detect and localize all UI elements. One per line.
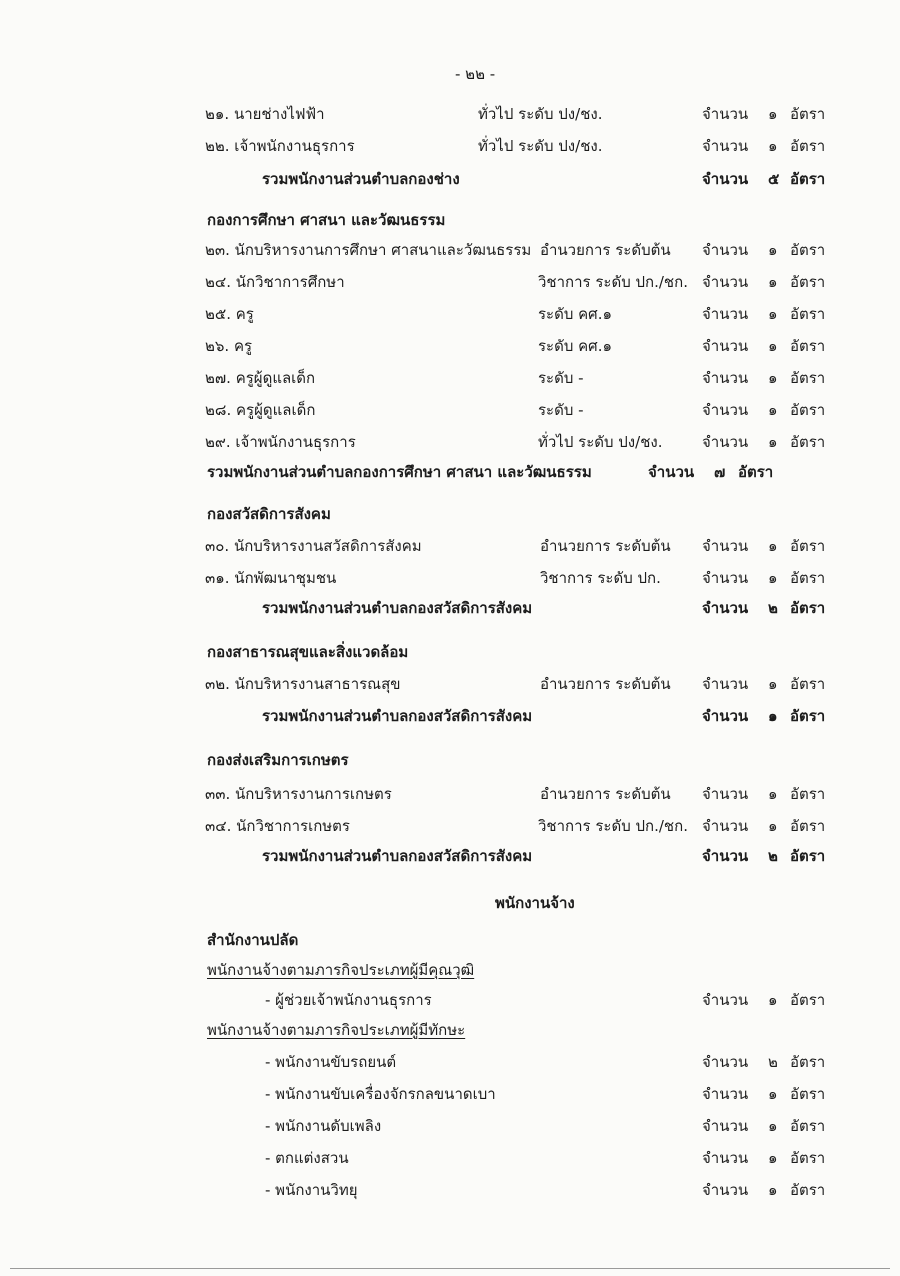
position-level: ระดับ -: [538, 401, 584, 419]
position-name: ๓๑. นักพัฒนาชุมชน: [205, 569, 337, 587]
count-label: จำนวน: [702, 991, 749, 1009]
total-count-value: ๑: [768, 707, 778, 725]
count-value: ๑: [768, 305, 778, 323]
count-label: จำนวน: [702, 273, 749, 291]
count-value: ๑: [768, 273, 778, 291]
total-label: รวมพนักงานส่วนตำบลกองสวัสดิการสังคม: [262, 707, 533, 725]
position-name: ๓๐. นักบริหารงานสวัสดิการสังคม: [205, 537, 422, 555]
position-level: วิชาการ ระดับ ปก.: [540, 569, 661, 587]
count-value: ๑: [768, 1085, 778, 1103]
count-label: จำนวน: [702, 105, 749, 123]
division-heading: กองส่งเสริมการเกษตร: [207, 751, 349, 769]
count-value: ๑: [768, 537, 778, 555]
division-heading: กองสวัสดิการสังคม: [207, 505, 331, 523]
total-count-value: ๕: [768, 170, 780, 188]
count-unit: อัตรา: [790, 1181, 826, 1199]
total-label: รวมพนักงานส่วนตำบลกองสวัสดิการสังคม: [262, 847, 533, 865]
count-unit: อัตรา: [790, 537, 826, 555]
employee-name: - พนักงานดับเพลิง: [265, 1117, 382, 1135]
count-unit: อัตรา: [790, 433, 826, 451]
count-value: ๑: [768, 1117, 778, 1135]
count-unit: อัตรา: [790, 241, 826, 259]
total-label: รวมพนักงานส่วนตำบลกองสวัสดิการสังคม: [262, 599, 533, 617]
category-heading: พนักงานจ้างตามภารกิจประเภทผู้มีทักษะ: [207, 1021, 466, 1039]
count-label: จำนวน: [702, 241, 749, 259]
position-level: อำนวยการ ระดับต้น: [540, 537, 671, 555]
position-name: ๒๘. ครูผู้ดูแลเด็ก: [205, 401, 316, 419]
total-count-label: จำนวน: [702, 707, 749, 725]
count-label: จำนวน: [702, 1053, 749, 1071]
position-name: ๒๖. ครู: [205, 337, 253, 355]
employee-name: - พนักงานขับรถยนต์: [265, 1053, 397, 1071]
employee-name: - พนักงานขับเครื่องจักรกลขนาดเบา: [265, 1085, 496, 1103]
page-number: - ๒๒ -: [455, 65, 496, 83]
count-label: จำนวน: [702, 1149, 749, 1167]
count-value: ๑: [768, 569, 778, 587]
position-name: ๒๗. ครูผู้ดูแลเด็ก: [205, 369, 316, 387]
position-name: ๓๔. นักวิชาการเกษตร: [205, 817, 350, 835]
total-count-unit: อัตรา: [738, 463, 774, 481]
position-level: ระดับ คศ.๑: [538, 337, 612, 355]
count-unit: อัตรา: [790, 1149, 826, 1167]
count-unit: อัตรา: [790, 305, 826, 323]
position-level: อำนวยการ ระดับต้น: [540, 241, 671, 259]
category-heading: พนักงานจ้างตามภารกิจประเภทผู้มีคุณวุฒิ: [207, 961, 475, 979]
count-value: ๑: [768, 137, 778, 155]
total-count-unit: อัตรา: [790, 707, 826, 725]
total-count-value: ๒: [768, 847, 778, 865]
position-name: ๒๕. ครู: [205, 305, 254, 323]
count-unit: อัตรา: [790, 1053, 826, 1071]
division-heading: กองการศึกษา ศาสนา และวัฒนธรรม: [207, 211, 446, 229]
count-label: จำนวน: [702, 817, 749, 835]
count-value: ๑: [768, 369, 778, 387]
count-label: จำนวน: [702, 1181, 749, 1199]
count-label: จำนวน: [702, 401, 749, 419]
position-level: อำนวยการ ระดับต้น: [540, 675, 671, 693]
count-label: จำนวน: [702, 785, 749, 803]
count-unit: อัตรา: [790, 785, 826, 803]
count-label: จำนวน: [702, 337, 749, 355]
count-label: จำนวน: [702, 537, 749, 555]
total-count-unit: อัตรา: [790, 170, 826, 188]
count-unit: อัตรา: [790, 337, 826, 355]
total-count-label: จำนวน: [648, 463, 695, 481]
count-label: จำนวน: [702, 1085, 749, 1103]
position-level: วิชาการ ระดับ ปก./ชก.: [538, 817, 688, 835]
count-value: ๑: [768, 337, 778, 355]
total-count-unit: อัตรา: [790, 599, 826, 617]
total-count-label: จำนวน: [702, 599, 749, 617]
page-bottom-rule: [10, 1268, 890, 1269]
total-count-label: จำนวน: [702, 170, 749, 188]
count-value: ๑: [768, 241, 778, 259]
position-name: ๓๓. นักบริหารงานการเกษตร: [205, 785, 392, 803]
count-unit: อัตรา: [790, 401, 826, 419]
count-unit: อัตรา: [790, 991, 826, 1009]
count-unit: อัตรา: [790, 569, 826, 587]
position-level: ระดับ คศ.๑: [538, 305, 612, 323]
count-label: จำนวน: [702, 369, 749, 387]
count-label: จำนวน: [702, 569, 749, 587]
count-value: ๒: [768, 1053, 778, 1071]
count-value: ๑: [768, 1149, 778, 1167]
position-name: ๓๒. นักบริหารงานสาธารณสุข: [205, 675, 401, 693]
position-name: ๒๔. นักวิชาการศึกษา: [205, 273, 345, 291]
count-label: จำนวน: [702, 137, 749, 155]
position-level: ทั่วไป ระดับ ปง/ชง.: [538, 433, 663, 451]
section-title: พนักงานจ้าง: [495, 894, 575, 912]
employee-name: - ตกแต่งสวน: [265, 1149, 349, 1167]
total-count-value: ๒: [768, 599, 778, 617]
total-count-label: จำนวน: [702, 847, 749, 865]
position-name: ๒๒. เจ้าพนักงานธุรการ: [205, 137, 355, 155]
position-level: ระดับ -: [538, 369, 584, 387]
position-level: ทั่วไป ระดับ ปง/ชง.: [478, 105, 603, 123]
division-heading: กองสาธารณสุขและสิ่งแวดล้อม: [207, 643, 409, 661]
position-level: วิชาการ ระดับ ปก./ชก.: [538, 273, 688, 291]
count-unit: อัตรา: [790, 369, 826, 387]
total-count-unit: อัตรา: [790, 847, 826, 865]
count-unit: อัตรา: [790, 273, 826, 291]
position-level: อำนวยการ ระดับต้น: [540, 785, 671, 803]
count-value: ๑: [768, 401, 778, 419]
count-value: ๑: [768, 675, 778, 693]
count-unit: อัตรา: [790, 137, 826, 155]
office-heading: สำนักงานปลัด: [207, 931, 299, 949]
count-value: ๑: [768, 785, 778, 803]
employee-name: - พนักงานวิทยุ: [265, 1181, 358, 1199]
position-name: ๒๙. เจ้าพนักงานธุรการ: [205, 433, 356, 451]
employee-name: - ผู้ช่วยเจ้าพนักงานธุรการ: [265, 991, 432, 1009]
count-value: ๑: [768, 817, 778, 835]
position-name: ๒๑. นายช่างไฟฟ้า: [205, 105, 325, 123]
count-unit: อัตรา: [790, 1117, 826, 1135]
total-count-value: ๗: [714, 463, 726, 481]
count-value: ๑: [768, 105, 778, 123]
total-label: รวมพนักงานส่วนตำบลกองช่าง: [262, 170, 460, 188]
count-unit: อัตรา: [790, 1085, 826, 1103]
count-value: ๑: [768, 1181, 778, 1199]
position-name: ๒๓. นักบริหารงานการศึกษา ศาสนาและวัฒนธรรม: [205, 241, 532, 259]
count-unit: อัตรา: [790, 105, 826, 123]
count-value: ๑: [768, 433, 778, 451]
count-unit: อัตรา: [790, 817, 826, 835]
count-label: จำนวน: [702, 675, 749, 693]
count-label: จำนวน: [702, 1117, 749, 1135]
count-value: ๑: [768, 991, 778, 1009]
total-label: รวมพนักงานส่วนตำบลกองการศึกษา ศาสนา และวัฒนธรรม: [207, 463, 592, 481]
count-label: จำนวน: [702, 433, 749, 451]
count-label: จำนวน: [702, 305, 749, 323]
count-unit: อัตรา: [790, 675, 826, 693]
position-level: ทั่วไป ระดับ ปง/ชง.: [478, 137, 603, 155]
